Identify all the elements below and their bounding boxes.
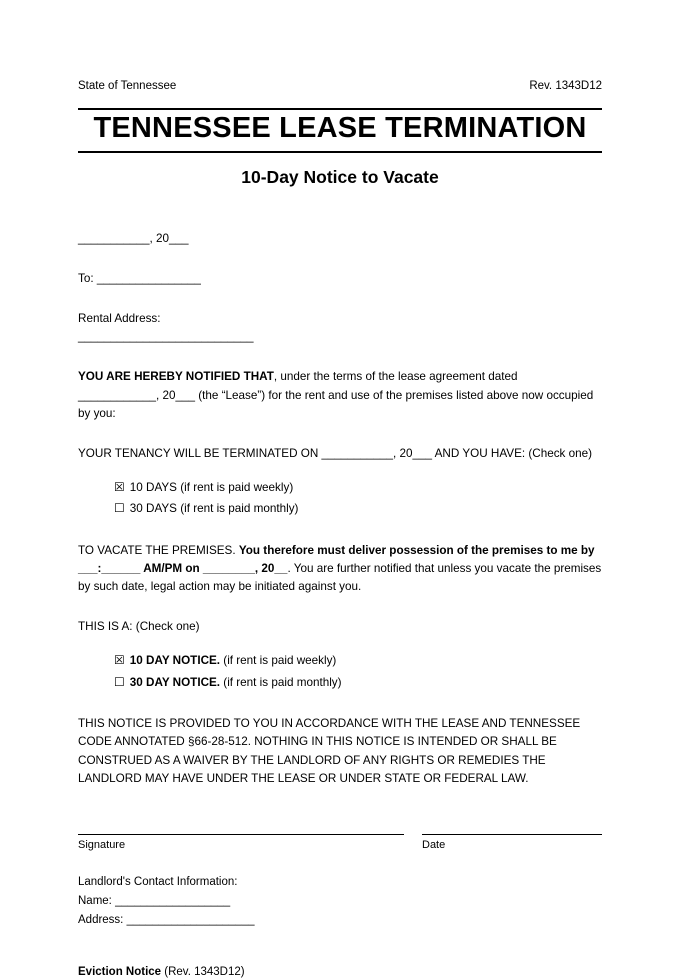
notified-that-rest: , under the terms of the lease agreement dated ____________, 20___ (the “Lease”) for the rent and use of the premises listed above now occupied by you: <box>78 370 594 420</box>
footer-revision: (Rev. 1343D12) <box>161 965 245 978</box>
contact-heading: Landlord's Contact Information: <box>78 875 238 888</box>
landlord-contact-block <box>78 873 602 930</box>
signature-label: Signature <box>78 838 126 851</box>
date-field-line[interactable]: ___________, 20___ <box>78 231 189 245</box>
checkbox-unchecked-icon[interactable]: ☐ <box>114 501 125 516</box>
contact-name-line[interactable]: Name: __________________ <box>78 894 231 907</box>
date-field[interactable] <box>422 834 602 851</box>
document-header <box>78 80 602 92</box>
document-footer <box>78 966 602 978</box>
date-label: Date <box>422 838 446 851</box>
checkbox-checked-icon[interactable]: ☒ <box>114 479 125 494</box>
checkbox-notice-30-day[interactable] <box>114 672 602 693</box>
this-is-a-line: THIS IS A: (Check one) <box>78 620 200 634</box>
checkbox-notice-10-day[interactable] <box>114 650 602 671</box>
vacate-rest: . You are further notified that unless you vacate the premises by such date, legal action may be initiated against you. <box>78 561 602 594</box>
checkbox-checked-icon[interactable]: ☒ <box>114 653 125 668</box>
checkbox-option-30-days[interactable] <box>114 498 602 519</box>
to-field-line[interactable]: To: ________________ <box>78 272 201 286</box>
state-label: State of Tennessee <box>78 80 177 92</box>
notice-30-day-bold: 30 DAY NOTICE. <box>129 675 221 689</box>
title-rule-top <box>78 108 602 110</box>
notice-30-day-rest: (if rent is paid monthly) <box>220 675 342 689</box>
notice-10-day-rest: (if rent is paid weekly) <box>220 654 337 668</box>
checkbox-unchecked-icon[interactable]: ☐ <box>114 674 125 689</box>
option-10-days-label: 10 DAYS (if rent is paid weekly) <box>129 480 294 494</box>
checkbox-option-10-days[interactable] <box>114 477 602 498</box>
footer-title: Eviction Notice <box>78 965 162 978</box>
revision-label: Rev. 1343D12 <box>529 80 602 92</box>
option-30-days-label: 30 DAYS (if rent is paid monthly) <box>129 502 299 516</box>
page-title: TENNESSEE LEASE TERMINATION <box>93 112 587 144</box>
vacate-bold: You therefore must deliver possession of the premises to me by ___:______ AM/PM on ________, 20__ <box>78 543 595 575</box>
vacate-lead: TO VACATE THE PREMISES. <box>78 543 239 557</box>
legal-paragraph: THIS NOTICE IS PROVIDED TO YOU IN ACCORDANCE WITH THE LEASE AND TENNESSEE CODE ANNOTATED §66-28-512. NOTHING IN THIS NOTICE IS INTENDED OR SHALL BE CONSTRUED AS A WAIVER BY THE LANDLORD OF ANY RIGHTS OR REMEDIES THE LANDLORD MAY HAVE UNDER THE LEASE OR UNDER STATE OR FEDERAL LAW. <box>78 717 581 785</box>
notice-10-day-bold: 10 DAY NOTICE. <box>129 654 221 668</box>
rental-address-field-line[interactable]: ___________________________ <box>78 330 254 344</box>
page-subtitle: 10-Day Notice to Vacate <box>241 166 439 187</box>
tenancy-termination-line: YOUR TENANCY WILL BE TERMINATED ON ___________, 20___ AND YOU HAVE: (Check one) <box>78 446 593 460</box>
contact-address-line[interactable]: Address: ____________________ <box>78 913 255 926</box>
vacate-paragraph <box>78 542 602 596</box>
signature-field[interactable] <box>78 834 404 851</box>
notice-paragraph-1 <box>78 368 602 422</box>
document-content <box>78 80 602 978</box>
signature-area <box>78 834 602 851</box>
title-rule-bottom <box>78 151 602 153</box>
notified-that-bold: YOU ARE HEREBY NOTIFIED THAT <box>78 370 274 384</box>
rental-address-label: Rental Address: <box>78 312 161 326</box>
